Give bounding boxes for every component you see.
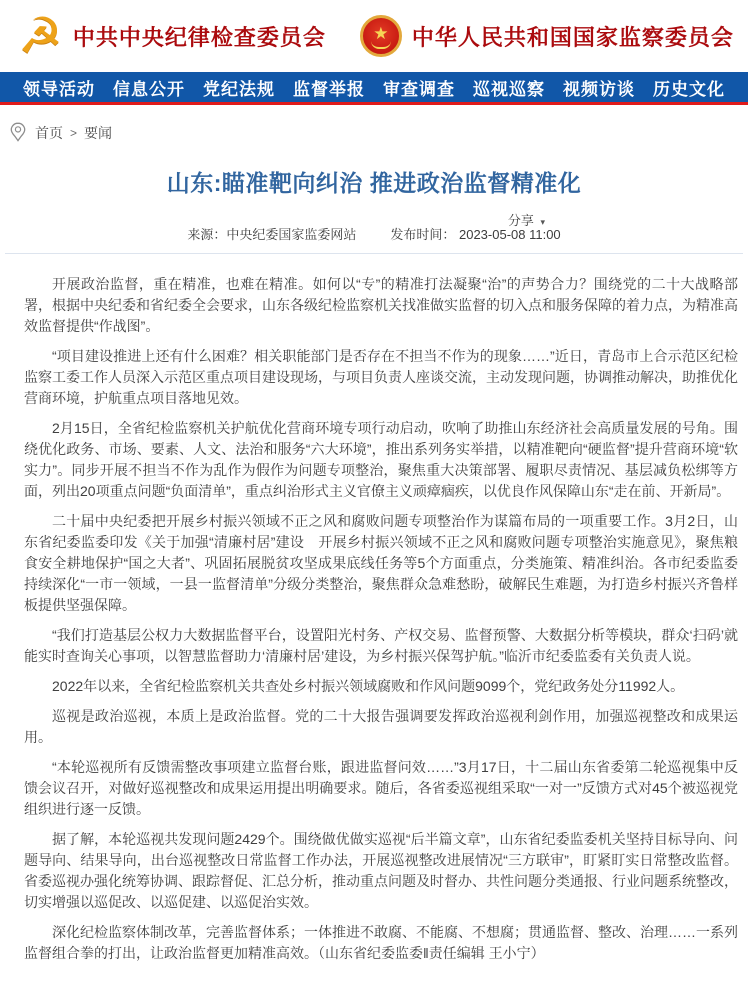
article-paragraph: 二十届中央纪委把开展乡村振兴领域不正之风和腐败问题专项整治作为谋篇布局的一项重要工作。3月2日，山东省纪委监委印发《关于加强“清廉村居”建设 开展乡村振兴领域不正之风和腐败问题专项整治实施意见》，聚焦粮食安全耕地保护“国之大者”、巩固拓展脱贫攻坚成果底线任务等5个方面重点，分类施策、精准纠治。各市纪委监委持续深化“一市一领域，一县一监督清单”分级分类整治，聚焦群众急难愁盼，破解民生难题，为打造乡村振兴齐鲁样板提供坚强保障。 [24, 513, 738, 613]
publish-time-label: 发布时间： [390, 227, 456, 242]
article-paragraph: 深化纪检监察体制改革，完善监督体系；一体推进不敢腐、不能腐、不想腐；贯通监督、整改、治理……一系列监督组合拳的打出，让政治监督更加精准高效。（山东省纪委监委‖责任编辑 王小宁） [24, 924, 738, 961]
source-value: 中央纪委国家监委网站 [226, 227, 357, 242]
brand-ccdi[interactable] [18, 7, 326, 65]
article-paragraph: “本轮巡视所有反馈需整改事项建立监督台账，跟进监督问效……”3月17日，十二届山东省委第二轮巡视集中反馈会议召开，对做好巡视整改和成果运用提出明确要求。随后，各省委巡视组采取“一对一”反馈方式对45个被巡视党组织进行逐一反馈。 [24, 759, 738, 817]
article-paragraph: 据了解，本轮巡视共发现问题2429个。围绕做优做实巡视“后半篇文章”，山东省纪委监委机关坚持目标导向、问题导向、结果导向，出台巡视整改日常监督工作办法，开展巡视整改进展情况“三方联审”，盯紧盯实日常整改监督。省委巡视办强化统筹协调、跟踪督促、汇总分析，推动重点问题及时督办、共性问题分类通报、行业问题系统整改，切实增强以巡促改、以巡促建、以巡促治实效。 [24, 831, 738, 910]
star-icon: ★ [373, 23, 389, 44]
article-paragraph: 2月15日，全省纪检监察机关护航优化营商环境专项行动启动，吹响了助推山东经济社会高质量发展的号角。围绕优化政务、市场、要素、人文、法治和服务“六大环境”，推出系列务实举措，以精准靶向“硬监督”提升营商环境“软实力”。同步开展不担当不作为乱作为假作为问题专项整治，聚焦重大决策部署、履职尽责情况、基层减负松绑等方面，列出20项重点问题“负面清单”，重点纠治形式主义官僚主义顽瘴痼疾，以优良作风保障山东“走在前、开新局”。 [24, 420, 738, 499]
article-paragraph: “项目建设推进上还有什么困难？相关职能部门是否存在不担当不作为的现象……”近日，青岛市上合示范区纪检监察工委工作人员深入示范区重点项目建设现场，与项目负责人座谈交流，主动发现问题，协调推动解决，助推优化营商环境，护航重点项目落地见效。 [24, 348, 738, 406]
share-row [0, 210, 748, 226]
nav-item-inspection-tours[interactable]: 巡视巡察 [473, 79, 545, 99]
nav-item-party-regulations[interactable]: 党纪法规 [203, 79, 275, 99]
nsc-title: 中华人民共和国国家监察委员会 [411, 24, 734, 50]
national-emblem-icon [360, 15, 402, 57]
article-paragraph: 2022年以来，全省纪检监察机关共查处乡村振兴领域腐败和作风问题9099个，党纪政务处分11992人。 [52, 678, 685, 694]
main-nav [0, 72, 748, 105]
chevron-down-icon: ▾ [540, 218, 545, 228]
nav-item-history-culture[interactable]: 历史文化 [653, 79, 725, 99]
breadcrumb-home-link[interactable]: 首页 [35, 124, 63, 141]
nav-item-leader-activities[interactable]: 领导活动 [23, 79, 95, 99]
breadcrumb [10, 122, 748, 143]
brand-nsc[interactable] [360, 15, 734, 57]
party-emblem-icon: ☭ [18, 7, 63, 65]
site-header [0, 0, 748, 72]
publish-time-value: 2023-05-08 11:00 [458, 227, 561, 242]
location-pin-icon [10, 122, 26, 143]
share-button[interactable] [508, 210, 545, 229]
nav-item-supervision-report[interactable]: 监督举报 [293, 79, 365, 99]
source-label: 来源： [187, 227, 227, 242]
article-paragraph: 巡视是政治巡视，本质上是政治监督。党的二十大报告强调要发挥政治巡视利剑作用，加强巡视整改和成果运用。 [24, 708, 738, 745]
ccdi-title: 中共中央纪律检查委员会 [72, 24, 326, 50]
share-label: 分享 [507, 213, 534, 228]
article-paragraph: “我们打造基层公权力大数据监督平台，设置阳光村务、产权交易、监督预警、大数据分析等模块，群众‘扫码’就能实时查询关心事项，以智慧监督助力‘清廉村居’建设，为乡村振兴保驾护航。”临沂市纪委监委有关负责人说。 [24, 627, 738, 664]
nav-item-video-interviews[interactable]: 视频访谈 [563, 79, 635, 99]
article-meta [0, 224, 748, 243]
article-main [0, 165, 748, 991]
nav-item-review-investigation[interactable]: 审查调查 [383, 79, 455, 99]
breadcrumb-separator: > [70, 125, 78, 140]
page-title: 山东:瞄准靶向纠治 推进政治监督精准化 [166, 170, 582, 196]
article-paragraph: 开展政治监督，重在精准，也难在精准。如何以“专”的精准打法凝聚“治”的声势合力？围绕党的二十大战略部署，根据中央纪委和省纪委全会要求，山东各级纪检监察机关找准做实监督的切入点和服务保障的着力点，为精准高效监督提供“作战图”。 [24, 276, 738, 334]
nav-item-info-disclosure[interactable]: 信息公开 [113, 79, 185, 99]
breadcrumb-current-link[interactable]: 要闻 [84, 124, 113, 141]
article-body [0, 254, 748, 991]
